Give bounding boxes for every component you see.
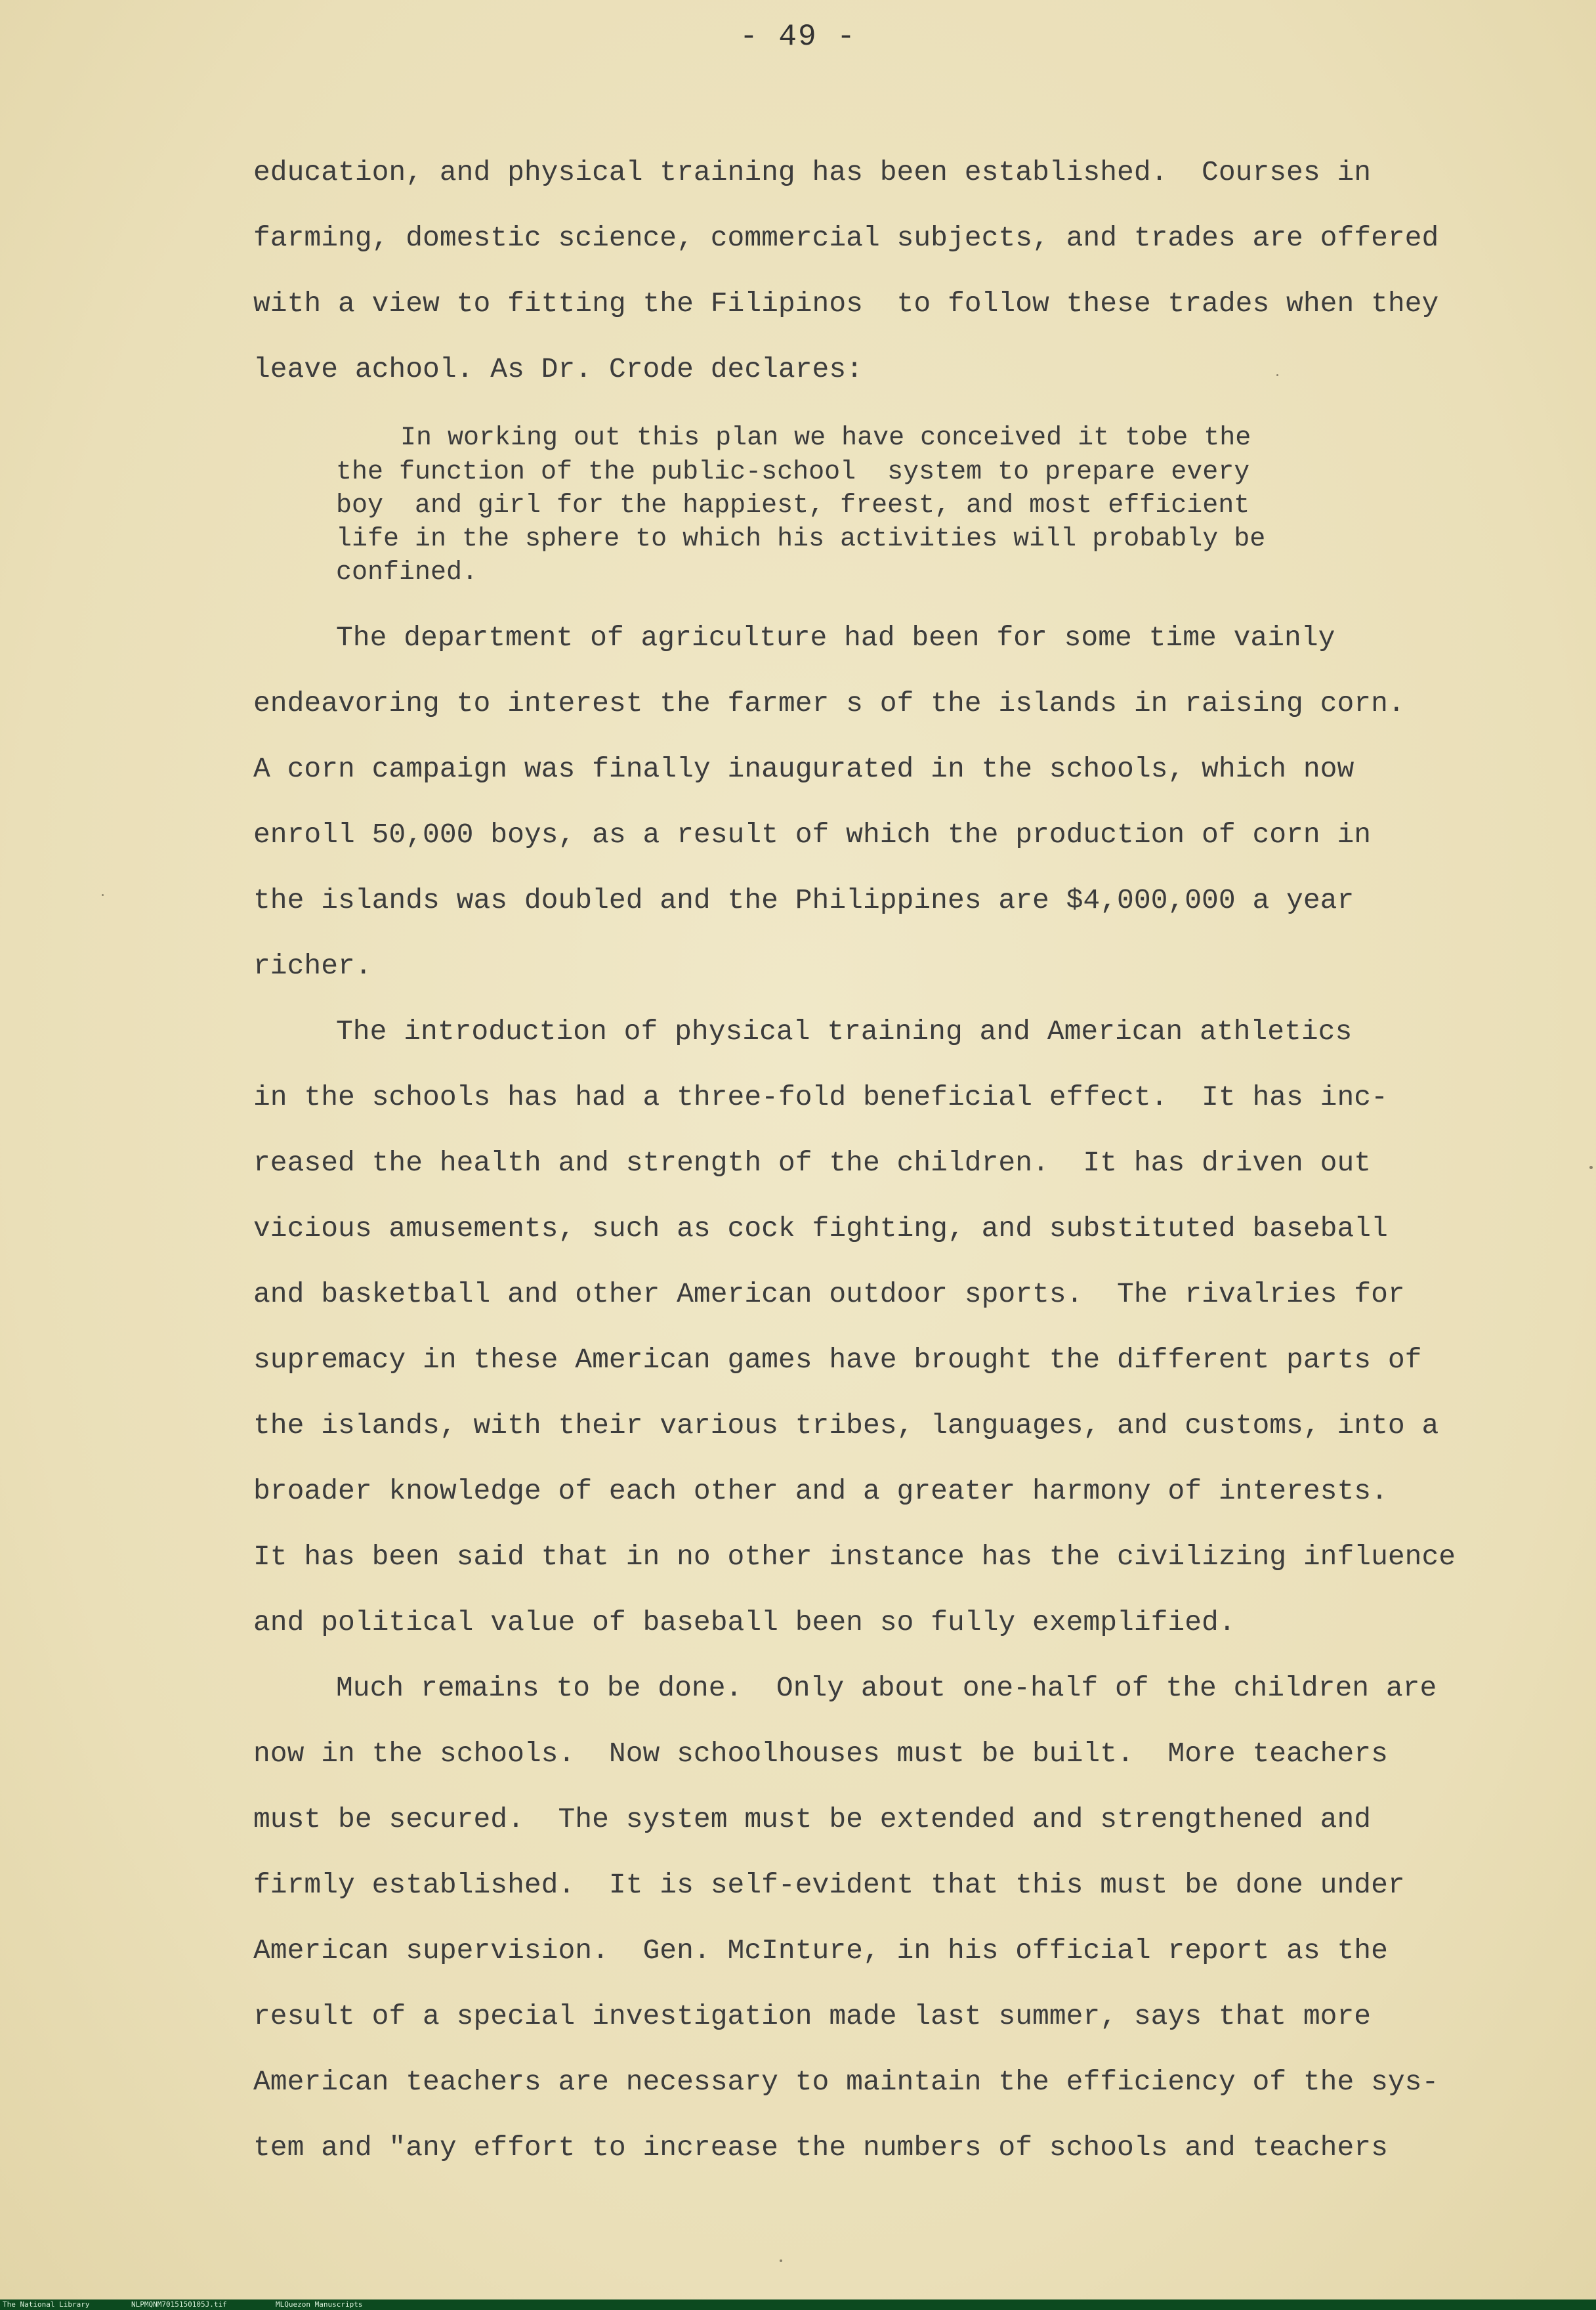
paragraph-2-line-3: A corn campaign was finally inaugurated in the schools, which now	[253, 753, 1354, 785]
paragraph-3-line-4: vicious amusements, such as cock fighting, and substituted baseball	[253, 1212, 1388, 1245]
paragraph-3-line-10: and political value of baseball been so fully exemplified.	[253, 1606, 1236, 1638]
paragraph-1-line-1: education, and physical training has been established. Courses in	[253, 156, 1372, 188]
quotation-line-3: boy and girl for the happiest, freest, and most efficient	[336, 491, 1250, 521]
paragraph-1-line-3: with a view to fitting the Filipinos to follow these trades when they	[253, 288, 1439, 320]
footer-library: The National Library	[3, 2300, 90, 2309]
paragraph-2-line-2: endeavoring to interest the farmer s of the islands in raising corn.	[253, 687, 1405, 719]
paper-speck	[1276, 374, 1278, 376]
paper-speck	[1589, 1166, 1593, 1169]
page-number: - 49 -	[740, 20, 856, 54]
footer-file-id: NLPMQNM7015150105J.tif	[131, 2300, 227, 2309]
quotation-line-5: confined.	[336, 558, 478, 588]
paragraph-2-line-6: richer.	[253, 950, 372, 982]
paragraph-4-line-3: must be secured. The system must be extended and strengthened and	[253, 1803, 1372, 1835]
paragraph-3-line-5: and basketball and other American outdoor sports. The rivalries for	[253, 1278, 1405, 1310]
paragraph-4-line-5: American supervision. Gen. McInture, in his official report as the	[253, 1935, 1388, 1967]
paragraph-3-line-9: It has been said that in no other instance has the civilizing influence	[253, 1541, 1456, 1573]
paragraph-4-line-2: now in the schools. Now schoolhouses must be built. More teachers	[253, 1738, 1388, 1770]
paper-speck	[102, 894, 104, 896]
paragraph-2-line-5: the islands was doubled and the Philippines are $4,000,000 a year	[253, 884, 1354, 916]
paragraph-1-line-4: leave achool. As Dr. Crode declares:	[253, 353, 863, 385]
paragraph-3-line-3: reased the health and strength of the children. It has driven out	[253, 1147, 1372, 1179]
quotation-line-2: the function of the public-school system to prepare every	[336, 458, 1250, 487]
paragraph-1-line-2: farming, domestic science, commercial subjects, and trades are offered	[253, 222, 1439, 254]
archive-footer-bar	[0, 2299, 1596, 2310]
paragraph-4-line-4: firmly established. It is self-evident that this must be done under	[253, 1869, 1405, 1901]
paragraph-4-line-1: Much remains to be done. Only about one-half of the children are	[336, 1672, 1437, 1704]
paragraph-3-line-1: The introduction of physical training and American athletics	[336, 1016, 1353, 1048]
paragraph-4-line-8: tem and "any effort to increase the numbers of schools and teachers	[253, 2131, 1388, 2164]
paragraph-3-line-8: broader knowledge of each other and a greater harmony of interests.	[253, 1475, 1388, 1507]
paragraph-2-line-1: The department of agriculture had been for some time vainly	[336, 622, 1335, 654]
footer-collection: MLQuezon Manuscripts	[276, 2300, 363, 2309]
paragraph-4-line-6: result of a special investigation made last summer, says that more	[253, 2000, 1372, 2032]
paragraph-4-line-7: American teachers are necessary to maintain the efficiency of the sys-	[253, 2066, 1439, 2098]
paragraph-3-line-7: the islands, with their various tribes, languages, and customs, into a	[253, 1409, 1439, 1442]
quotation-line-4: life in the sphere to which his activities will probably be	[336, 524, 1266, 554]
paragraph-3-line-6: supremacy in these American games have brought the different parts of	[253, 1344, 1422, 1376]
quotation-line-1: In working out this plan we have conceived it tobe the	[400, 423, 1251, 453]
paragraph-2-line-4: enroll 50,000 boys, as a result of which the production of corn in	[253, 819, 1372, 851]
paragraph-3-line-2: in the schools has had a three-fold beneficial effect. It has inc-	[253, 1081, 1388, 1113]
paper-speck	[780, 2259, 782, 2262]
